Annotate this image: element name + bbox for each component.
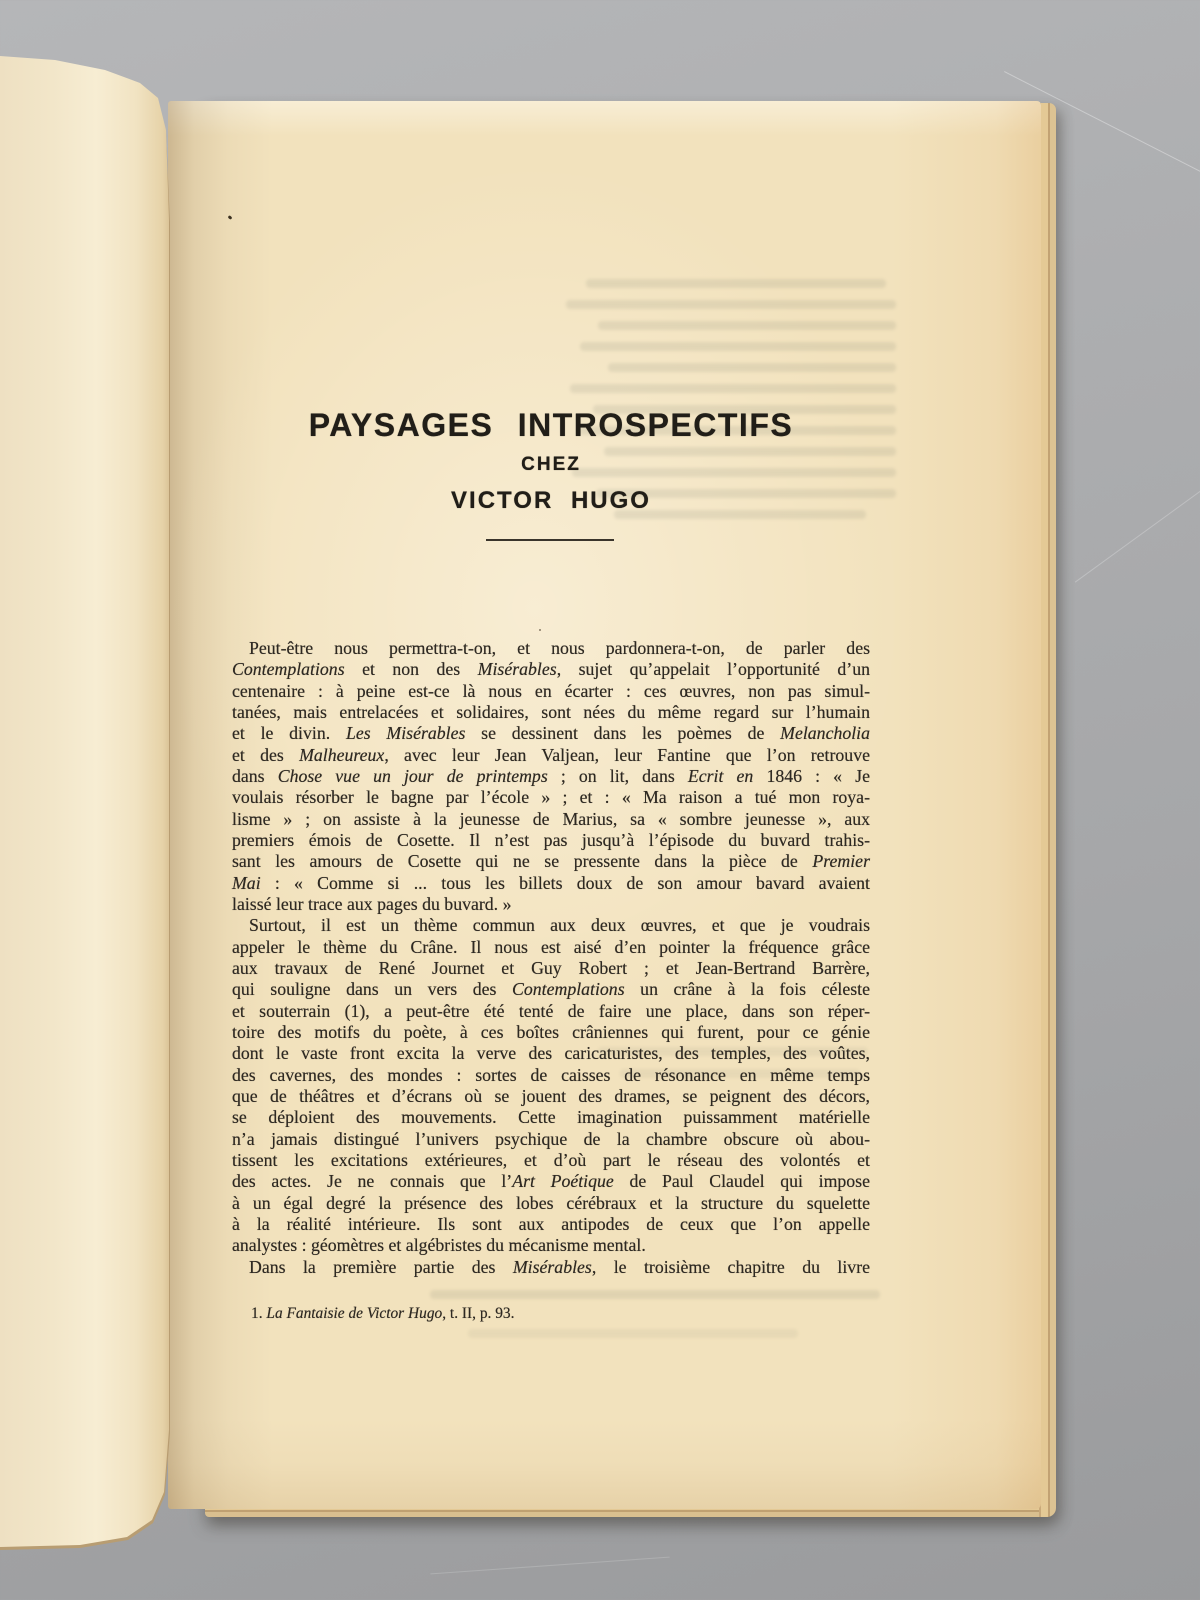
- text-line: se déploient des mouvements. Cette imagination puissamment matérielle: [232, 1107, 870, 1128]
- scratch-mark: [430, 1557, 669, 1575]
- body-text: [232, 638, 870, 1278]
- text-line: qui souligne dans un vers des Contemplations un crâne à la fois céleste: [232, 979, 870, 1000]
- text-line: tissent les excitations extérieures, et d’où part le réseau des volontés et: [232, 1149, 870, 1170]
- title-divider-rule: [486, 539, 614, 541]
- text-line: laissé leur trace aux pages du buvard. »: [232, 893, 512, 914]
- text-line: des cavernes, des mondes : sortes de caisses de résonance en même temps: [232, 1064, 870, 1085]
- text-line: Peut-être nous permettra-t-on, et nous pardonnera-t-on, de parler des: [249, 638, 870, 658]
- previous-page: [0, 0, 175, 1600]
- text-line: à un égal degré la présence des lobes cérébraux et la structure du squelette: [232, 1192, 870, 1213]
- article-header: [232, 101, 870, 581]
- text-line: Surtout, il est un thème commun aux deux œuvres, et que je voudrais: [249, 915, 870, 936]
- text-line: centenaire : à peine est-ce là nous en écarter : ces œuvres, non pas simul-: [232, 680, 870, 701]
- article-author: VICTOR HUGO: [451, 487, 651, 514]
- text-line: voulais résorber le bagne par l’école » ; et : « Ma raison a tué mon roya-: [232, 787, 870, 808]
- footnote: 1. La Fantaisie de Victor Hugo, t. II, p. 93.: [251, 1305, 515, 1322]
- text-line: Contemplations et non des Misérables, sujet qu’appelait l’opportunité d’un: [232, 659, 870, 680]
- text-line: dans Chose vue un jour de printemps ; on lit, dans Ecrit en 1846 : « Je: [232, 765, 870, 786]
- text-line: toire des motifs du poète, à ces boîtes crâniennes qui furent, pour ce génie: [232, 1021, 870, 1042]
- text-line: lisme » ; on assiste à la jeunesse de Marius, sa « sombre jeunesse », aux: [232, 808, 870, 829]
- dust-speck: [539, 629, 541, 631]
- article-title-chez: CHEZ: [521, 454, 581, 475]
- text-line: aux travaux de René Journet et Guy Robert ; et Jean-Bertrand Barrère,: [232, 957, 870, 978]
- text-line: et des Malheureux, avec leur Jean Valjean, leur Fantine que l’on retrouve: [232, 744, 870, 765]
- text-line: premiers émois de Cosette. Il n’est pas jusqu’à l’épisode du buvard trahis-: [232, 829, 870, 850]
- text-line: et le divin. Les Misérables se dessinent dans les poèmes de Melancholia: [232, 723, 871, 744]
- text-line: analystes : géomètres et algébristes du mécanisme mental.: [232, 1235, 646, 1256]
- text-line: Dans la première partie des Misérables, le troisième chapitre du livre: [249, 1256, 871, 1277]
- text-line: sant les amours de Cosette qui ne se pressente dans la pièce de Premier: [232, 851, 870, 872]
- text-line: n’a jamais distingué l’univers psychique de la chambre obscure où abou-: [232, 1128, 870, 1149]
- text-line: que de théâtres et d’écrans où se jouent des drames, se peignent des décors,: [232, 1085, 870, 1106]
- scratch-mark: [1075, 458, 1200, 582]
- text-line: Mai : « Comme si ... tous les billets doux de son amour bavard avaient: [232, 872, 870, 893]
- text-line: des actes. Je ne connais que l’Art Poétique de Paul Claudel qui impose: [232, 1171, 870, 1192]
- text-line: appeler le thème du Crâne. Il nous est aisé d’en pointer la fréquence grâce: [232, 936, 870, 957]
- article-title: PAYSAGES INTROSPECTIFS: [308, 407, 794, 443]
- text-line: tanées, mais entrelacées et solidaires, sont nées du même regard sur l’humain: [232, 701, 870, 722]
- book-page: [168, 101, 1041, 1509]
- text-line: dont le vaste front excita la verve des caricaturistes, des temples, des voûtes,: [232, 1043, 870, 1064]
- text-line: à la réalité intérieure. Ils sont aux antipodes de ceux que l’on appelle: [232, 1213, 870, 1234]
- text-line: et souterrain (1), a peut-être été tenté de faire une place, dans son réper-: [232, 1000, 870, 1021]
